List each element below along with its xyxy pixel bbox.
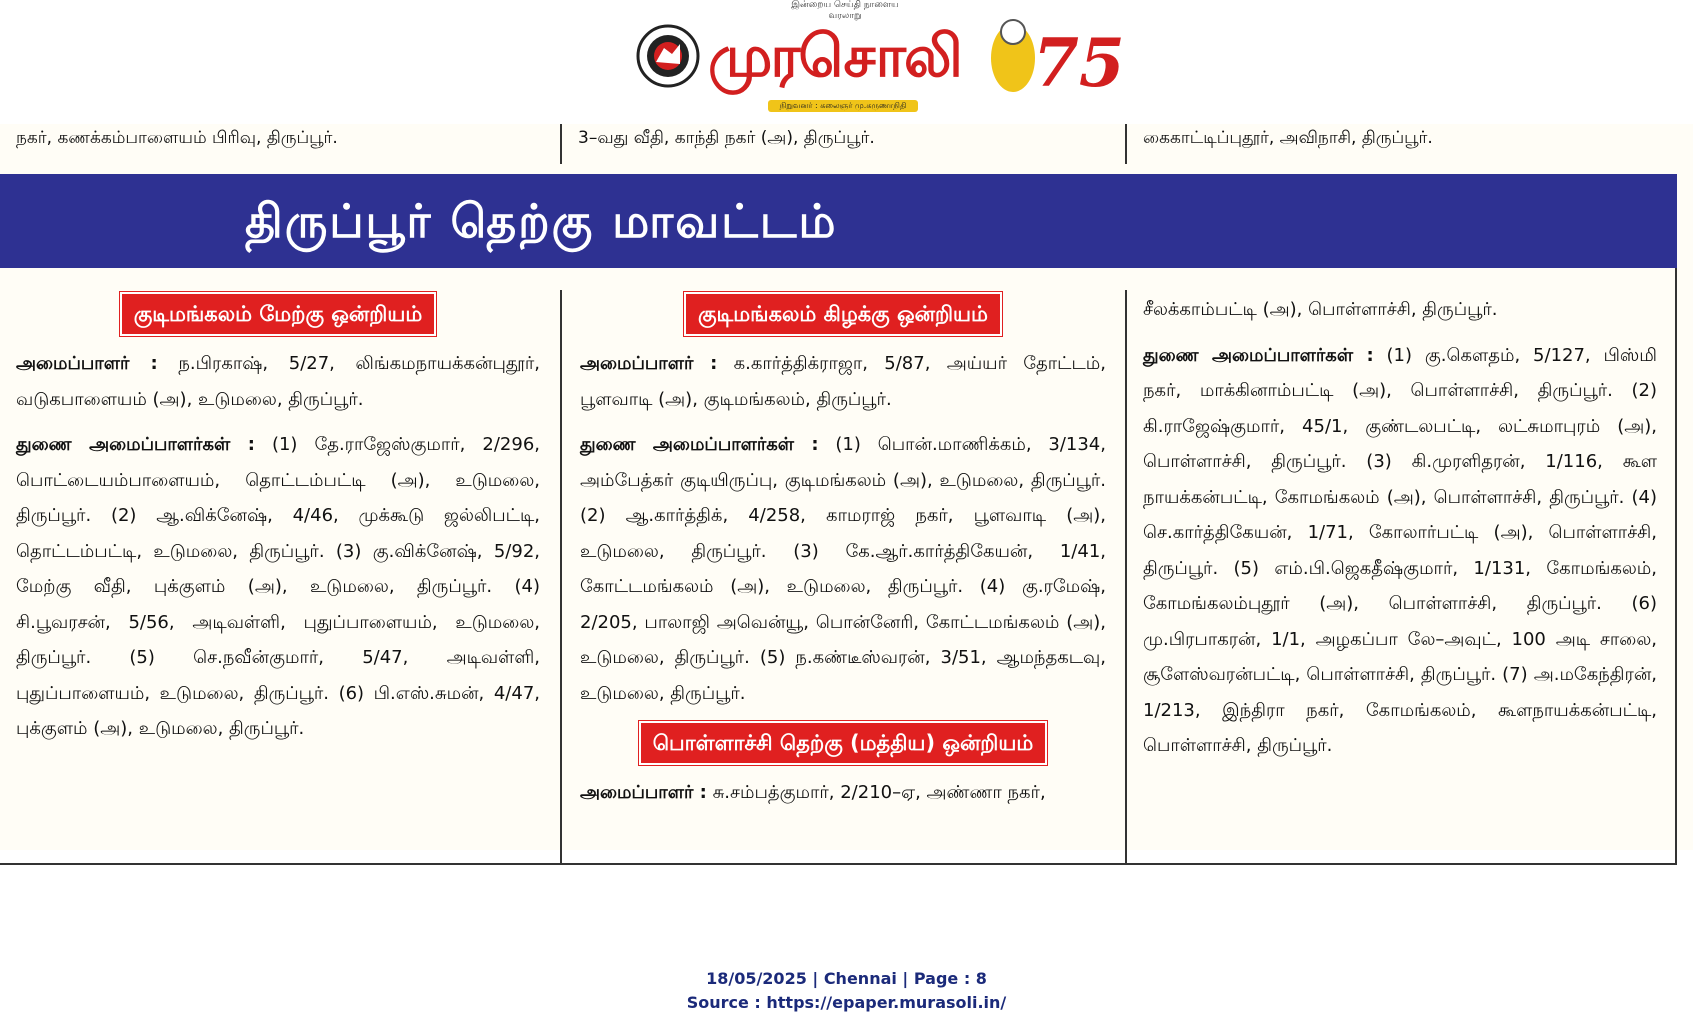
organizer-text: ந.பிரகாஷ், 5/27, லிங்கமநாயக்கன்புதூர், வடுகபாளையம் (அ), உடுமலை, திருப்பூர். <box>16 353 540 410</box>
deputy-organizers-paragraph <box>1143 338 1657 764</box>
top-strip-col2-text: 3–வது வீதி, காந்தி நகர் (அ), திருப்பூர். <box>578 128 875 148</box>
jubilee-75-emblem <box>985 8 1125 102</box>
section-heading-kudimangalam-east: குடிமங்கலம் கிழக்கு ஒன்றியம் <box>684 292 1002 336</box>
article-bottom-rule <box>0 863 1677 865</box>
district-title: திருப்பூர் தெற்கு மாவட்டம் <box>245 194 838 248</box>
top-strip-col3-text: கைகாட்டிப்புதூர், அவிநாசி, திருப்பூர். <box>1143 128 1433 148</box>
jubilee-number: 75 <box>1033 24 1125 102</box>
continued-text <box>1143 292 1657 328</box>
deputy-organizers-text: (1) பொன்.மாணிக்கம், 3/134, அம்பேத்கர் குடியிருப்பு, குடிமங்கலம் (அ), உடுமலை, திருப்பூர். (2) ஆ.கார்த்திக், 4/258, காமராஜ் நகர், பூளவாடி (அ), உடுமலை, திருப்பூர். (3) கே.ஆர்.கார்த்திகேயன், 1/41, கோட்டமங்கலம் (அ), உடுமலை, திருப்பூர். (4) கு.ரமேஷ், 2/205, பாலாஜி அவென்யூ, பொன்னேரி, கோட்டமங்கலம் (அ), உடுமலை, திருப்பூர். (5) ந.கண்டீஸ்வரன், 3/51, ஆமந்தகடவு, உடுமலை, திருப்பூர். <box>580 434 1106 704</box>
organizer-label: அமைப்பாளர் : <box>580 353 718 374</box>
masthead <box>0 0 1693 124</box>
top-strip-col1-text: நகர், கணக்கம்பாளையம் பிரிவு, திருப்பூர். <box>16 128 338 148</box>
top-column-divider <box>1125 124 1127 164</box>
top-column-divider <box>560 124 562 164</box>
section-heading-pollachi-south-central: பொள்ளாச்சி தெற்கு (மத்திய) ஒன்றியம் <box>639 721 1048 765</box>
column-2 <box>580 292 1106 821</box>
organizer-paragraph <box>580 775 1106 811</box>
organizer-paragraph <box>16 346 540 417</box>
column-divider <box>560 290 562 865</box>
footer-date-line: 18/05/2025 | Chennai | Page : 8 <box>706 969 987 988</box>
masthead-logo-subline: நிறுவனர் : கலைஞர் மு.கருணாநிதி <box>768 100 918 112</box>
masthead-tagline: இன்றைய செய்தி நாளைய வரலாறு <box>791 0 899 21</box>
masthead-logo: முரசொலி <box>708 22 961 90</box>
footer-source-link[interactable]: Source : https://epaper.murasoli.in/ <box>686 993 1007 1012</box>
section-heading-kudimangalam-west: குடிமங்கலம் மேற்கு ஒன்றியம் <box>120 292 437 336</box>
deputy-organizers-label: துணை அமைப்பாளர்கள் : <box>580 434 819 455</box>
page-footer <box>0 967 1693 1015</box>
organizer-label: அமைப்பாளர் : <box>580 782 707 803</box>
organizer-text: சு.சம்பத்குமார், 2/210–ஏ, அண்ணா நகர், <box>712 782 1046 803</box>
organizer-label: அமைப்பாளர் : <box>16 353 158 374</box>
column-1 <box>16 292 540 757</box>
page-right-border <box>1675 268 1677 865</box>
organizer-paragraph <box>580 346 1106 417</box>
continued-address-text: சீலக்காம்பட்டி (அ), பொள்ளாச்சி, திருப்பூர். <box>1143 299 1498 320</box>
column-divider <box>1125 290 1127 865</box>
deputy-organizers-text: (1) தே.ராஜேஸ்குமார், 2/296, பொட்டையம்பாளையம், தொட்டம்பட்டி (அ), உடுமலை, திருப்பூர். (2) ஆ.விக்னேஷ், 4/46, முக்கூடு ஜல்லிபட்டி, தொட்டம்பட்டி, உடுமலை, திருப்பூர். (3) கு.விக்னேஷ், 5/92, மேற்கு வீதி, புக்குளம் (அ), உடுமலை, திருப்பூர். (4) சி.பூவரசன், 5/56, அடிவள்ளி, புதுப்பாளையம், உடுமலை, திருப்பூர். (5) செ.நவீன்குமார், 5/47, அடிவள்ளி, புதுப்பாளையம், உடுமலை, திருப்பூர். (6) பி.எஸ்.சுமன், 4/47, புக்குளம் (அ), உடுமலை, திருப்பூர். <box>16 434 540 739</box>
deputy-organizers-label: துணை அமைப்பாளர்கள் : <box>1143 344 1374 366</box>
deputy-organizers-paragraph <box>16 427 540 747</box>
deputy-organizers-text: (1) கு.கௌதம், 5/127, பிஸ்மி நகர், மாக்கினாம்பட்டி (அ), பொள்ளாச்சி, திருப்பூர். (2) கி.ராஜேஷ்குமார், 45/1, குண்டலபட்டி, லட்சுமாபுரம் (அ), பொள்ளாச்சி, திருப்பூர். (3) கி.முரளிதரன், 1/116, கூள நாயக்கன்பட்டி, கோமங்கலம் (அ), பொள்ளாச்சி, திருப்பூர். (4) செ.கார்த்திகேயன், 1/71, கோலார்பட்டி (அ), பொள்ளாச்சி, திருப்பூர். (5) எம்.பி.ஜெகதீஷ்குமார், 1/131, கோமங்கலம், கோமங்கலம்புதூர் (அ), பொள்ளாச்சி, திருப்பூர். (6) மு.பிரபாகரன், 1/1, அழகப்பா லே–அவுட், 100 அடி சாலை, சூளேஸ்வரன்பட்டி, பொள்ளாச்சி, திருப்பூர். (7) அ.மகேந்திரன், 1/213, இந்திரா நகர், கோமங்கலம், கூளநாயக்கன்பட்டி, பொள்ளாச்சி, திருப்பூர். <box>1143 344 1657 756</box>
organizer-text: க.கார்த்திக்ராஜா, 5/87, அய்யர் தோட்டம், பூளவாடி (அ), குடிமங்கலம், திருப்பூர். <box>580 353 1106 410</box>
deputy-organizers-paragraph <box>580 427 1106 711</box>
column-3 <box>1143 292 1657 774</box>
party-seal-icon <box>634 14 702 98</box>
deputy-organizers-label: துணை அமைப்பாளர்கள் : <box>16 434 255 455</box>
